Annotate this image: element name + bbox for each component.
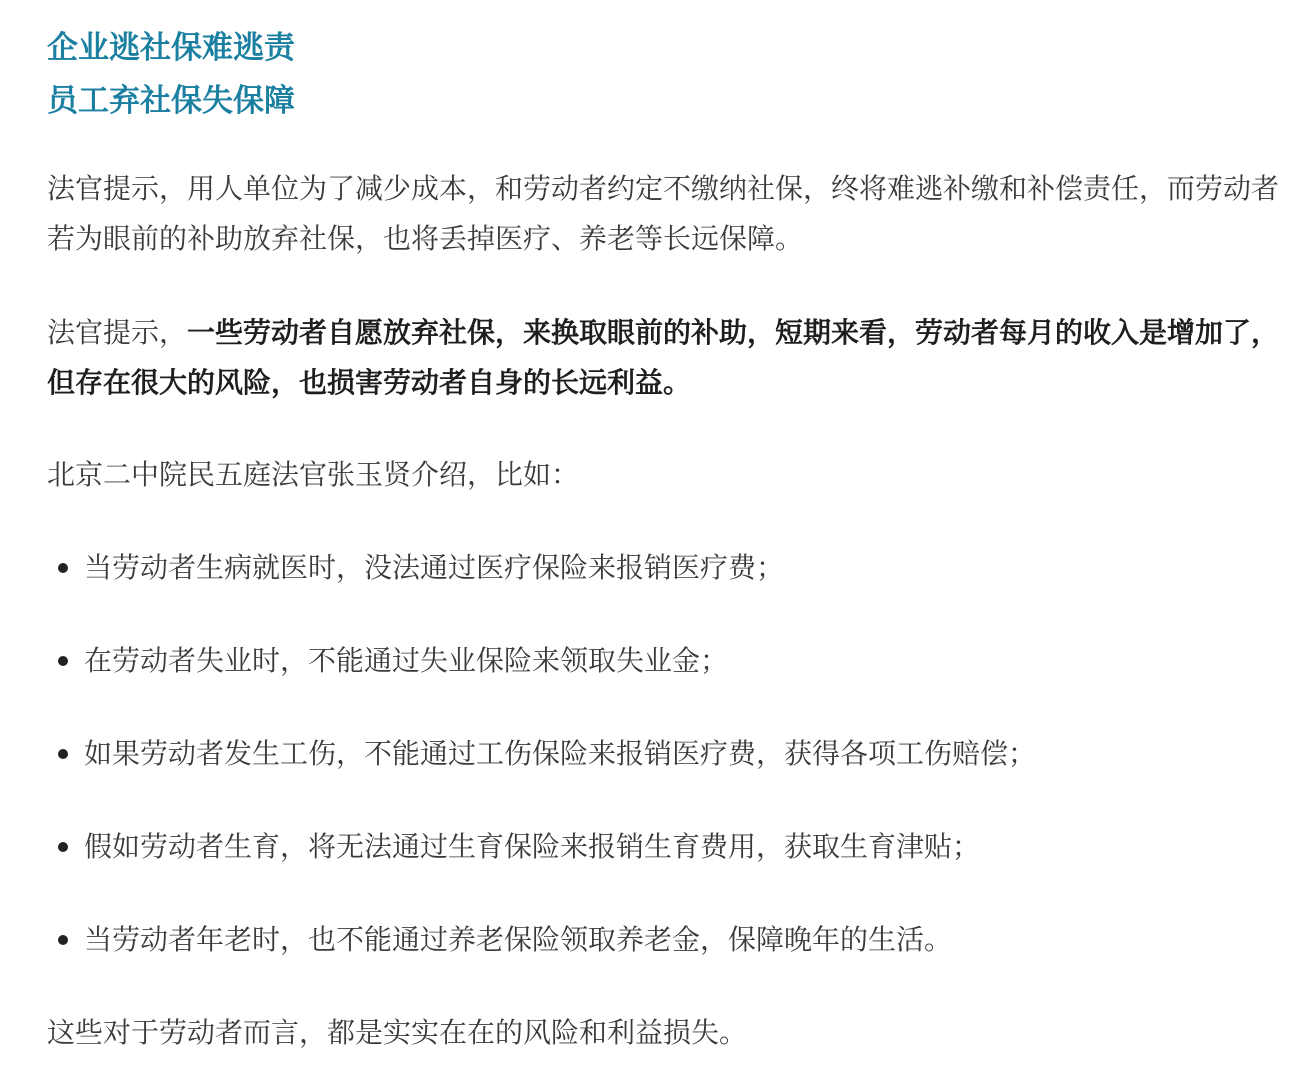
paragraph-prefix: 法官提示， (47, 316, 188, 349)
heading-line-1: 企业逃社保难逃责 (47, 30, 295, 66)
bullet-icon (58, 563, 68, 573)
paragraph-judge-tip-2 (47, 308, 1287, 408)
risk-list (47, 543, 1287, 965)
list-item (47, 636, 1287, 686)
list-item (47, 543, 1287, 593)
paragraph-emphasis: 一些劳动者自愿放弃社保，来换取眼前的补助，短期来看，劳动者每月的收入是增加了，但存在很大的风险，也损害劳动者自身的长远利益。 (47, 316, 1280, 399)
list-item-text: 假如劳动者生育，将无法通过生育保险来报销生育费用，获取生育津贴； (84, 830, 981, 863)
bullet-icon (58, 749, 68, 759)
list-item-text: 当劳动者生病就医时，没法通过医疗保险来报销医疗费； (84, 551, 785, 584)
list-item (47, 729, 1287, 779)
bullet-icon (58, 935, 68, 945)
heading-line-2: 员工弃社保失保障 (47, 83, 295, 119)
list-item (47, 822, 1287, 872)
list-item-text: 当劳动者年老时，也不能通过养老保险领取养老金，保障晚年的生活。 (84, 923, 953, 956)
list-item (47, 915, 1287, 965)
paragraph-judge-tip-1: 法官提示，用人单位为了减少成本，和劳动者约定不缴纳社保，终将难逃补缴和补偿责任，而劳动者若为眼前的补助放弃社保，也将丢掉医疗、养老等长远保障。 (47, 172, 1280, 255)
article-heading (47, 22, 1287, 128)
paragraph-conclusion: 这些对于劳动者而言，都是实实在在的风险和利益损失。 (47, 1016, 748, 1049)
bullet-icon (58, 656, 68, 666)
list-item-text: 在劳动者失业时，不能通过失业保险来领取失业金； (84, 644, 729, 677)
list-item-text: 如果劳动者发生工伤，不能通过工伤保险来报销医疗费，获得各项工伤赔偿； (84, 737, 1037, 770)
bullet-icon (58, 842, 68, 852)
paragraph-intro: 北京二中院民五庭法官张玉贤介绍，比如： (47, 458, 580, 491)
article-body (47, 22, 1287, 1058)
